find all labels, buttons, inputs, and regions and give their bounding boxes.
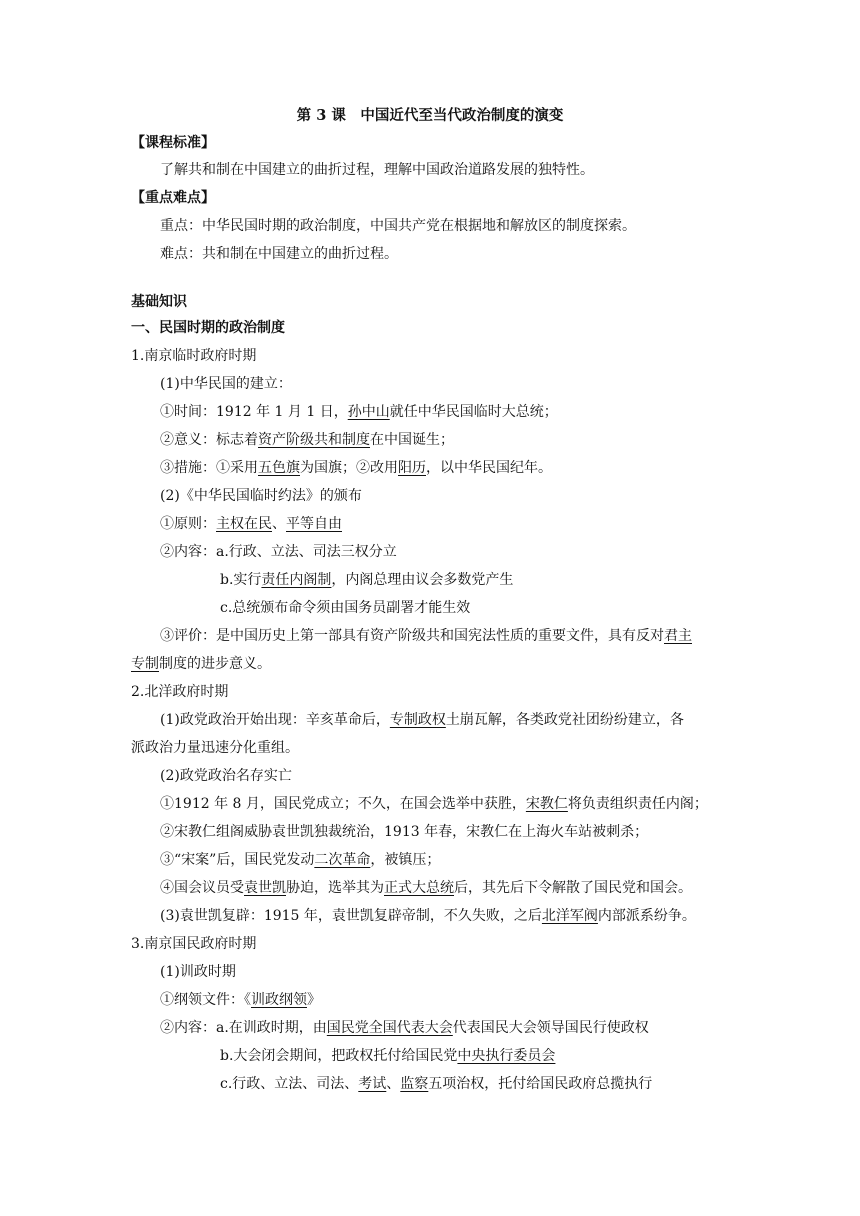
course-standard-text: 了解共和制在中国建立的曲折过程，理解中国政治道路发展的独特性。 — [160, 162, 594, 178]
fill-in-answer: 二次革命 — [314, 852, 371, 868]
text-line: (2)《中华民国临时约法》的颁布 — [160, 488, 362, 504]
text-line: ②内容：a.行政、立法、司法三权分立 — [160, 544, 397, 560]
fill-in-answer: 国民党全国代表大会 — [326, 1020, 453, 1036]
text-line: b.大会闭会期间，把政权托付给国民党中央执行委员会 — [220, 1048, 556, 1064]
fill-in-answer: 责任内阁制 — [261, 572, 332, 588]
text-line: ①1912 年 8 月，国民党成立；不久，在国会选举中获胜，宋教仁将负责组织责任内阁； — [160, 796, 708, 812]
fill-in-answer: 袁世凯 — [244, 880, 286, 896]
subsection-title: 3.南京国民政府时期 — [131, 936, 257, 952]
fill-in-answer: 训政纲领 — [251, 992, 307, 1008]
text-line: (3)袁世凯复辟：1915 年，袁世凯复辟帝制，不久失败，之后北洋军阀内部派系纷争。 — [160, 908, 696, 924]
text-line: ②内容：a.在训政时期，由国民党全国代表大会代表国民大会领导国民行使政权 — [160, 1020, 649, 1036]
text-line: b.实行责任内阁制，内阁总理由议会多数党产生 — [220, 572, 514, 588]
text-line: ①时间：1912 年 1 月 1 日，孙中山就任中华民国临时大总统； — [160, 404, 558, 420]
fill-in-answer: 专制 — [131, 656, 159, 672]
fill-in-answer: 宋教仁 — [525, 796, 568, 812]
course-standard-heading: 【课程标准】 — [131, 135, 215, 151]
fill-in-answer: 五色旗 — [258, 460, 300, 476]
fill-in-answer: 资产阶级共和制度 — [258, 432, 370, 448]
text-line: c.总统颁布命令须由国务员副署才能生效 — [220, 600, 471, 616]
text-line: ②意义：标志着资产阶级共和制度在中国诞生； — [160, 432, 454, 448]
fill-in-answer: 平等自由 — [286, 516, 342, 532]
text-line: c.行政、立法、司法、考试、监察五项治权，托付给国民政府总揽执行 — [220, 1076, 653, 1092]
lesson-title: 第 3 课 中国近代至当代政治制度的演变 — [296, 107, 564, 124]
fill-in-answer: 专制政权 — [389, 712, 446, 728]
fill-in-answer: 北洋军阀 — [541, 908, 598, 924]
text-line: ③措施：①采用五色旗为国旗；②改用阳历，以中华民国纪年。 — [160, 460, 552, 476]
subsection-title: 2.北洋政府时期 — [131, 684, 229, 700]
fill-in-answer: 主权在民 — [216, 516, 272, 532]
fill-in-answer: 考试 — [358, 1076, 387, 1092]
text-line: 专制制度的进步意义。 — [131, 656, 271, 672]
fill-in-answer: 孙中山 — [347, 404, 390, 420]
text-line: ③“宋案”后，国民党发动二次革命，被镇压； — [160, 852, 441, 868]
fill-in-answer: 君主 — [664, 628, 692, 644]
text-line: ③评价：是中国历史上第一部具有资产阶级共和国宪法性质的重要文件，具有反对君主 — [160, 628, 692, 644]
basics-heading: 基础知识 — [131, 294, 187, 310]
key-point: 重点：中华民国时期的政治制度，中国共产党在根据地和解放区的制度探索。 — [160, 218, 636, 234]
text-line: (1)训政时期 — [160, 964, 236, 980]
fill-in-answer: 中央执行委员会 — [457, 1048, 556, 1064]
text-line: ①原则：主权在民、平等自由 — [160, 516, 342, 532]
fill-in-answer: 正式大总统 — [384, 880, 454, 896]
difficult-point: 难点：共和制在中国建立的曲折过程。 — [160, 246, 398, 262]
key-difficult-heading: 【重点难点】 — [131, 190, 215, 206]
text-line: 派政治力量迅速分化重组。 — [131, 740, 299, 756]
text-line: ①纲领文件：《训政纲领》 — [160, 992, 321, 1008]
fill-in-answer: 监察 — [400, 1076, 429, 1092]
fill-in-answer: 阳历 — [398, 460, 426, 476]
text-line: ④国会议员受袁世凯胁迫，选举其为正式大总统后，其先后下令解散了国民党和国会。 — [160, 880, 692, 896]
text-line: ②宋教仁组阁威胁袁世凯独裁统治，1913 年春，宋教仁在上海火车站被刺杀； — [160, 824, 649, 840]
section-heading: 一、民国时期的政治制度 — [131, 320, 285, 336]
text-line: (1)政党政治开始出现：辛亥革命后，专制政权土崩瓦解，各类政党社团纷纷建立，各 — [160, 712, 684, 728]
subsection-title: 1.南京临时政府时期 — [131, 348, 257, 364]
text-line: (1)中华民国的建立： — [160, 376, 292, 392]
text-line: (2)政党政治名存实亡 — [160, 768, 292, 784]
